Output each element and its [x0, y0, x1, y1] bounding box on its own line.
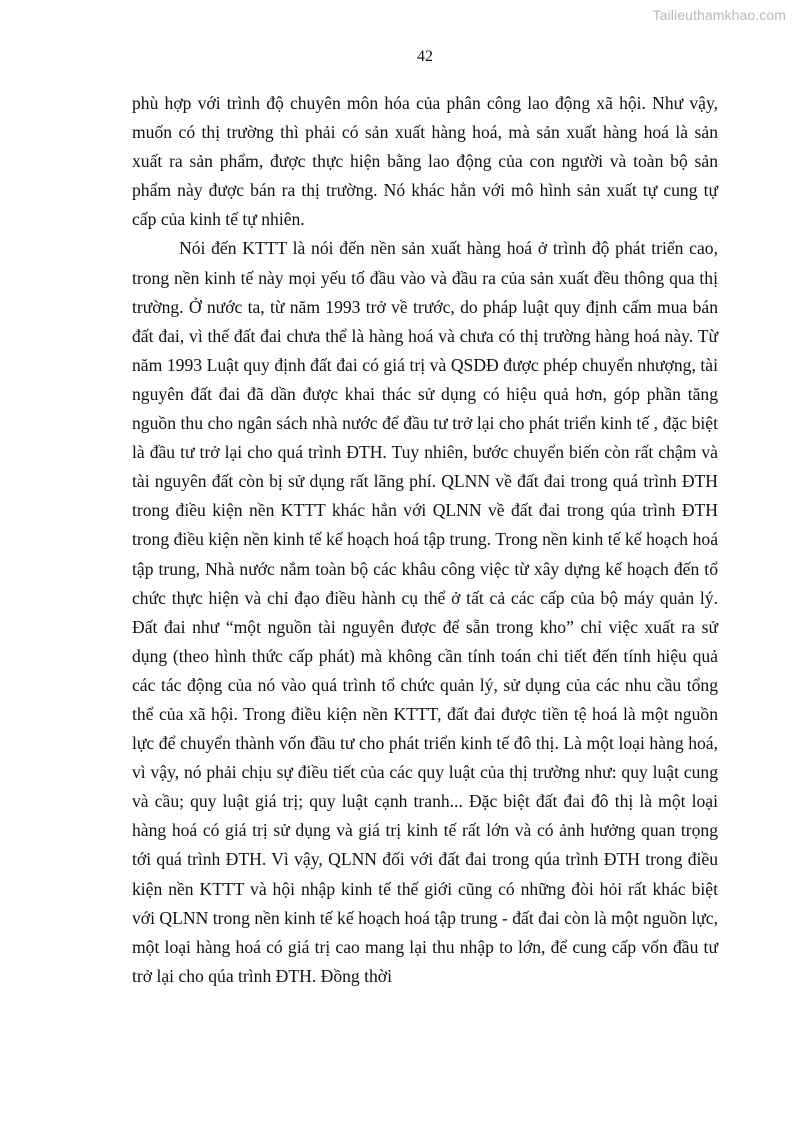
page-number: 42 [417, 48, 433, 65]
document-body [132, 89, 718, 991]
watermark-text: Tailieuthamkhao.com [652, 7, 786, 23]
paragraph-1: phù hợp với trình độ chuyên môn hóa của phân công lao động xã hội. Như vậy, muốn có thị trường thì phải có sản xuất hàng hoá, mà sản xuất hàng hoá là sản xuất ra sản phẩm, được thực hiện bằng lao động của con người và toàn bộ sản phẩm này được bán ra thị trường. Nó khác hẳn với mô hình sản xuất tự cung tự cấp của kinh tế tự nhiên. [132, 93, 718, 230]
paragraph-2: Nói đến KTTT là nói đến nền sản xuất hàng hoá ở trình độ phát triển cao, trong nền kinh tế này mọi yếu tố đầu vào và đầu ra của sản xuất đều thông qua thị trường. Ở nước ta, từ năm 1993 trở về trước, do pháp luật quy định cấm mua bán đất đai, vì thế đất đai chưa thể là hàng hoá và chưa có thị trường hàng hoá này. Từ năm 1993 Luật quy định đất đai có giá trị và QSDĐ được phép chuyển nhượng, tài nguyên đất đai đã dần được khai thác sử dụng có hiệu quả hơn, góp phần tăng nguồn thu cho ngân sách nhà nước để đầu tư trở lại cho phát triển kinh tế , đặc biệt là đầu tư trở lại cho quá trình ĐTH. Tuy nhiên, bước chuyển biến còn rất chậm và tài nguyên đất còn bị sử dụng rất lãng phí. QLNN về đất đai trong quá trình ĐTH trong điều kiện nền KTTT khác hẳn với QLNN về đất đai trong qúa trình ĐTH trong điều kiện nền kinh tế kế hoạch hoá tập trung. Trong nền kinh tế kế hoạch hoá tập trung, Nhà nước nắm toàn bộ các khâu công việc từ xây dựng kế hoạch đến tổ chức thực hiện và chỉ đạo điều hành cụ thể ở tất cả các cấp của bộ máy quản lý. Đất đai như “một nguồn tài nguyên được để sẵn trong kho” chỉ việc xuất ra sử dụng (theo hình thức cấp phát) mà không cần tính toán chi tiết đến tính hiệu quả các tác động của nó vào quá trình tổ chức quản lý, sử dụng của các nhu cầu tổng thể của xã hội. Trong điều kiện nền KTTT, đất đai được tiền tệ hoá là một nguồn lực để chuyển thành vốn đầu tư cho phát triển kinh tế đô thị. Là một loại hàng hoá, vì vậy, nó phải chịu sự điều tiết của các quy luật của thị trường như: quy luật cung và cầu; quy luật giá trị; quy luật cạnh tranh... Đặc biệt đất đai đô thị là một loại hàng hoá có giá trị sử dụng và giá trị kinh tế rất lớn và có ảnh hưởng quan trọng tới quá trình ĐTH. Vì vậy, QLNN đối với đất đai trong qúa trình ĐTH trong điều kiện nền KTTT và hội nhập kinh tế thế giới cũng có những đòi hỏi rất khác biệt với QLNN trong nền kinh tế kế hoạch hoá tập trung - đất đai còn là một nguồn lực, một loại hàng hoá có giá trị cao mang lại thu nhập to lớn, để cung cấp vốn đầu tư trở lại cho qúa trình ĐTH. Đồng thời [132, 238, 718, 986]
